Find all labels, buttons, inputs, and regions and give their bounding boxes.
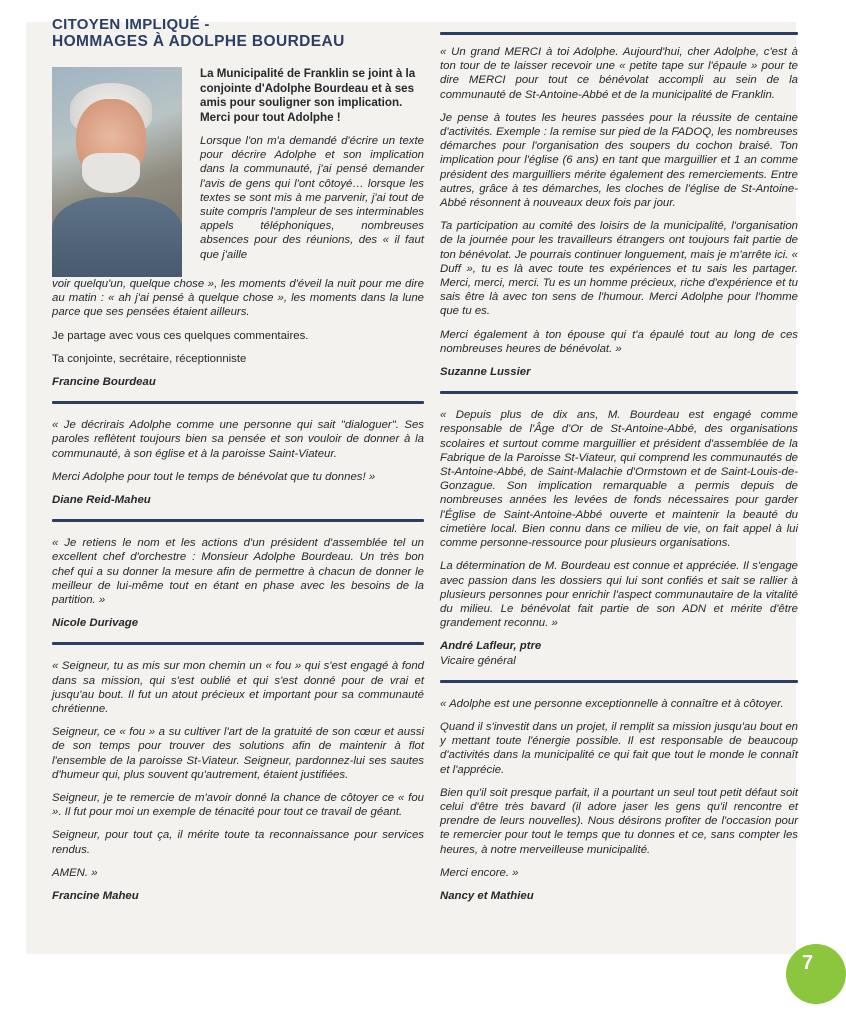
portrait-shirt xyxy=(52,197,182,277)
right-paragraph: Ta participation au comité des loisirs de la municipalité, l'organisation de la journée pour les travailleurs étrangers ont toujours fait partie de ton bénévolat. Je pourrais continuer longuement, mais je m'arrête ici. « Duff », tu es là avec toute tes expériences et tu sais les partager. Merci, merci, merci. Tu es un homme précieux, riche d'expérience et tu sais être là avec ton sens de l'humour. Merci Adolphe pour l'homme que tu es. xyxy=(440,220,798,318)
left-paragraph: Seigneur, je te remercie de m'avoir donné la chance de côtoyer ce « fou ». Il fut pour moi un exemple de ténacité pour tout ce travail de géant. xyxy=(52,792,424,819)
right-divider xyxy=(440,391,798,394)
portrait-beard xyxy=(82,153,140,193)
right-paragraph: Bien qu'il soit presque parfait, il a pourtant un seul tout petit défaut soit celui d'être très bavard (il adore jaser les gens qu'il rencontre et prendre de leurs nouvelles). Nous désirons profiter de l'occasion pour te remercier pour tout le temps que tu donnes et ce, sans compter les heures, à notre merveilleuse municipalité. xyxy=(440,786,798,856)
right-column xyxy=(440,32,798,903)
left-paragraph: Seigneur, pour tout ça, il mérite toute ta reconnaissance pour services rendus. xyxy=(52,829,424,856)
right-paragraph: Merci également à ton épouse qui t'a épaulé tout au long de ces nombreuses heures de bénévolat. » xyxy=(440,328,798,355)
right-signature: Suzanne Lussier xyxy=(440,366,531,379)
intro-lead: La Municipalité de Franklin se joint à la conjointe d'Adolphe Bourdeau et à ses amis pour souligner son implication. Merci pour tout Adolphe ! xyxy=(200,67,416,124)
right-signature: Nancy et Mathieu xyxy=(440,889,534,902)
magazine-page xyxy=(26,16,814,974)
right-paragraph: Je pense à toutes les heures passées pour la réussite de centaine d'activités. Exemple : la remise sur pied de la FADOQ, les nombreuses démarches pour l'organisation des soupers du cochon braisé. Ton implication pour l'église (6 ans) en tant que marguillier et 1 an comme président des marguilliers mérite également des remerciements. Entre autres, grâce à tes démarches, les cloches de l'église de St-Antoine-Abbé résonnent à nouveaux deux fois par jour. xyxy=(440,111,798,210)
intro-paragraph-continued: voir quelqu'un, quelque chose », les moments d'éveil la nuit pour me dire au matin : « ah j'ai pensé à quelque chose », les moments dans la lune parce que ses pensées étaient ailleurs. xyxy=(52,278,424,319)
right-paragraph: « Adolphe est une personne exceptionnelle à connaître et à côtoyer. xyxy=(440,697,784,710)
left-signature: Francine Maheu xyxy=(52,890,139,903)
intro-paragraph: Lorsque l'on m'a demandé d'écrire un texte pour décrire Adolphe et son implication dans la communauté, j'ai pensé demander l'avis de gens qui l'ont côtoyé… lorsque les textes se sont mis à me parvenir, j'ai tout de suite compris l'ampleur de ses interminables appels téléphoniques, nombreuses absences pour des réunions, des « il faut que j'aille xyxy=(200,135,424,261)
right-top-divider xyxy=(440,32,798,35)
right-paragraph: Quand il s'investit dans un projet, il remplit sa mission jusqu'au bout en y mettant toute l'énergie possible. Il est responsable de beaucoup d'activités dans la municipalité ce qui fait que tout le monde le connaît et l'apprécie. xyxy=(440,720,798,776)
intro-paragraph-2: Je partage avec vous ces quelques commentaires. xyxy=(52,329,309,342)
right-signature-title: Vicaire général xyxy=(440,654,516,667)
left-column xyxy=(52,277,424,903)
left-divider xyxy=(52,519,424,522)
section-kicker: CITOYEN IMPLIQUÉ - xyxy=(52,16,210,33)
left-paragraph: Seigneur, ce « fou » a su cultiver l'art de la gratuité de son cœur et aussi de son temps pour trouver des solutions afin de maintenir à flot l'ensemble de la paroisse St-Viateur. Seigneur, pardonnez-lui ses sautes d'humeur qui, plus souvent qu'autrement, étaient justifiées. xyxy=(52,726,424,781)
right-signature: André Lafleur, ptre xyxy=(440,640,542,653)
page-title: HOMMAGES À ADOLPHE BOURDEAU xyxy=(52,33,345,50)
left-divider xyxy=(52,401,424,404)
left-paragraph: « Je décrirais Adolphe comme une personne qui sait "dialoguer". Ses paroles reflètent toujours bien sa pensée et son vouloir de donner à la communauté, à son église et à la paroisse Saint-Viateur. xyxy=(52,419,424,460)
intro-paragraph-3: Ta conjointe, secrétaire, réceptionniste xyxy=(52,352,247,365)
left-signature: Nicole Durivage xyxy=(52,617,139,630)
intro-signature: Francine Bourdeau xyxy=(52,376,156,389)
left-tributes xyxy=(52,401,424,903)
left-divider xyxy=(52,642,424,645)
intro-text-top xyxy=(200,134,424,271)
portrait-photo xyxy=(52,67,182,271)
left-signature: Diane Reid-Maheu xyxy=(52,494,151,507)
right-paragraph: « Depuis plus de dix ans, M. Bourdeau est engagé comme responsable de l'Âge d'Or de St-Antoine-Abbé, des organisations scolaires et surtout comme marguillier et président d'assemblée de la Fabrique de la Paroisse St-Viateur, qui comprend les communautés de St-Antoine-Abbé, de Saint-Malachie d'Ormstown et de Saint-Louis-de-Gonzague. Son implication remarquable a permis depuis de nombreuses années les levées de fonds nécessaires pour garder l'Église de Saint-Antoine-Abbé ouverte et maintenir la beauté du cimetière local. Bien connu dans ce milieu de vie, on fait appel à lui comme personne-ressource pour plusieurs organisations. xyxy=(440,409,798,550)
left-paragraph: « Je retiens le nom et les actions d'un président d'assemblée tel un excellent chef d'orchestre : Monsieur Adolphe Bourdeau. Un très bon chef qui a su donner la mesure afin de permettre à chacun de donner le meilleur de lui-même tout en étant en phase avec les besoins de la partition. » xyxy=(52,537,424,607)
left-paragraph: AMEN. » xyxy=(52,866,98,879)
right-paragraph: « Un grand MERCI à toi Adolphe. Aujourd'hui, cher Adolphe, c'est à ton tour de te laisser recevoir une « petite tape sur l'épaule » pour te dire MERCI pour tout ce bénévolat accompli au sein de la communauté de St-Antoine-Abbé et de la municipalité de Franklin. xyxy=(440,46,798,101)
right-paragraph: Merci encore. » xyxy=(440,866,519,879)
left-paragraph: Merci Adolphe pour tout le temps de bénévolat que tu donnes! » xyxy=(52,470,376,483)
right-paragraph: La détermination de M. Bourdeau est connue et appréciée. Il s'engage avec passion dans les dossiers qui lui sont confiés et sait se rallier à plusieurs personnes pour enrichir l'aspect communautaire de la vitalité du milieu. Le bénévolat fait partie de son ADN et mérite d'être grandement reconnu. » xyxy=(440,560,798,630)
page-number-badge xyxy=(786,944,846,1004)
right-divider xyxy=(440,680,798,683)
left-paragraph: « Seigneur, tu as mis sur mon chemin un « fou » qui s'est engagé à fond dans sa mission, qui s'est oublié et qui s'est donné pour de vrai et jusqu'au bout. Il fut un atout précieux et important pour sa communauté chrétienne. xyxy=(52,660,424,716)
page-number: 7 xyxy=(802,952,814,974)
